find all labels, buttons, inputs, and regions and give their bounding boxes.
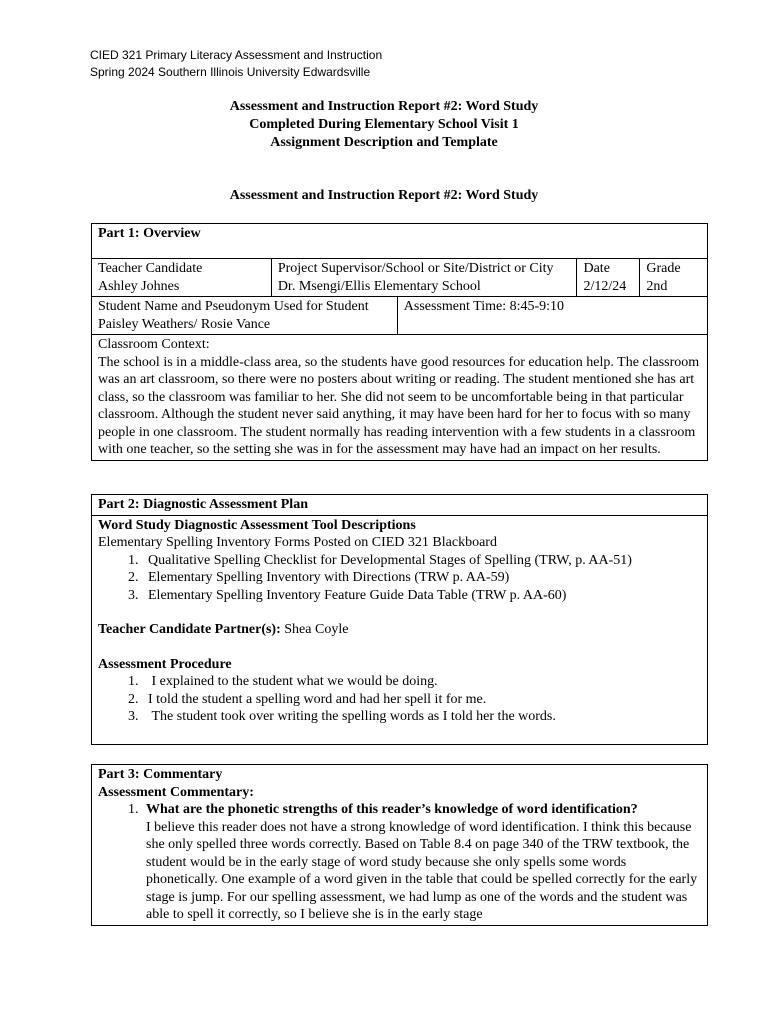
list-item: 1. Qualitative Spelling Checklist for Developmental Stages of Spelling (TRW, p. AA-51) bbox=[142, 552, 701, 570]
part1-heading: Part 1: Overview bbox=[98, 226, 201, 241]
document-title-block bbox=[0, 98, 768, 152]
part3-commentary-table bbox=[91, 764, 708, 926]
supervisor-value: Dr. Msengi/Ellis Elementary School bbox=[277, 278, 481, 294]
tools-list bbox=[98, 552, 701, 605]
classroom-context-cell bbox=[92, 335, 708, 461]
part2-heading-cell bbox=[92, 495, 708, 516]
partner-line bbox=[98, 621, 701, 639]
student-value: Paisley Weathers/ Rosie Vance bbox=[98, 316, 271, 332]
list-item: 3. The student took over writing the spelling words as I told her the words. bbox=[142, 708, 701, 726]
partner-value: Shea Coyle bbox=[280, 622, 349, 637]
supervisor-label: Project Supervisor/School or Site/District or City bbox=[277, 261, 554, 276]
commentary-answer: I believe this reader does not have a strong knowledge of word identification. I think this because she only spelled three words correctly. Based on Table 8.4 on page 340 of the TRW textbook, the student would be in the early stage of word study because she only spells some words phonetically. One example of a word given in the table that could be spelled correctly for the early stage is jump. For our spelling assessment, we had lump as one of the words and the student was able to spell it correctly, so I believe she is in the early stage bbox=[146, 819, 698, 922]
list-item: 1. I explained to the student what we would be doing. bbox=[142, 673, 701, 691]
classroom-context-text: The school is in a middle-class area, so the students have good resources for education help. The classroom was an art classroom, so there were no posters about writing or reading. The student mentioned she has art class, so the classroom was familiar to her. She did not seem to be uncomfortable being in that particular classroom. Although the student never said anything, it may have been hard for her to focus with so many people in one classroom. The student normally has reading intervention with a few students in a classroom with one teacher, so the setting she was in for the assessment may have had an impact on her results. bbox=[98, 354, 700, 457]
course-title: CIED 321 Primary Literacy Assessment and Instruction bbox=[90, 48, 383, 62]
list-item: 3. Elementary Spelling Inventory Feature Guide Data Table (TRW p. AA-60) bbox=[142, 587, 701, 605]
document-title-description: Assignment Description and Template bbox=[270, 135, 498, 150]
assessment-time: Assessment Time: 8:45-9:10 bbox=[403, 299, 565, 314]
list-item: 2. Elementary Spelling Inventory with Directions (TRW p. AA-59) bbox=[142, 569, 701, 587]
part2-body-cell bbox=[92, 515, 708, 744]
report-subtitle: Assessment and Instruction Report #2: Word Study bbox=[229, 188, 539, 203]
course-term: Spring 2024 Southern Illinois University Edwardsville bbox=[90, 65, 371, 79]
classroom-context-label: Classroom Context: bbox=[98, 337, 210, 352]
part1-overview-table bbox=[91, 223, 708, 461]
teacher-cell bbox=[92, 259, 272, 297]
assessment-time-cell bbox=[397, 297, 707, 335]
part3-body-cell bbox=[92, 765, 708, 926]
assessment-commentary-label: Assessment Commentary: bbox=[98, 784, 254, 800]
procedure-heading: Assessment Procedure bbox=[98, 656, 232, 672]
commentary-list bbox=[98, 801, 701, 924]
teacher-value: Ashley Johnes bbox=[98, 278, 180, 294]
partner-label: Teacher Candidate Partner(s): bbox=[98, 622, 281, 637]
date-value: 2/12/24 bbox=[583, 278, 627, 294]
part1-heading-cell bbox=[92, 224, 708, 259]
procedure-list bbox=[98, 673, 701, 726]
date-cell bbox=[577, 259, 640, 297]
part2-diagnostic-table bbox=[91, 494, 708, 745]
part3-heading: Part 3: Commentary bbox=[98, 767, 223, 782]
tools-heading: Word Study Diagnostic Assessment Tool Descriptions bbox=[98, 517, 416, 533]
part2-heading: Part 2: Diagnostic Assessment Plan bbox=[98, 497, 308, 512]
list-item: 2. I told the student a spelling word and had her spell it for me. bbox=[142, 691, 701, 709]
grade-label: Grade bbox=[646, 261, 681, 276]
document-title-visit: Completed During Elementary School Visit 1 bbox=[249, 117, 519, 132]
grade-value: 2nd bbox=[646, 278, 668, 294]
student-cell bbox=[92, 297, 398, 335]
grade-cell bbox=[640, 259, 708, 297]
tools-intro: Elementary Spelling Inventory Forms Posted on CIED 321 Blackboard bbox=[98, 535, 497, 550]
date-label: Date bbox=[583, 261, 610, 276]
course-header bbox=[90, 47, 382, 81]
student-label: Student Name and Pseudonym Used for Student bbox=[98, 299, 369, 314]
document-title: Assessment and Instruction Report #2: Word Study bbox=[229, 99, 539, 114]
list-item bbox=[142, 801, 701, 924]
commentary-question: 1. What are the phonetic strengths of this reader’s knowledge of word identification? bbox=[146, 802, 638, 817]
supervisor-cell bbox=[271, 259, 577, 297]
teacher-label: Teacher Candidate bbox=[98, 261, 203, 276]
